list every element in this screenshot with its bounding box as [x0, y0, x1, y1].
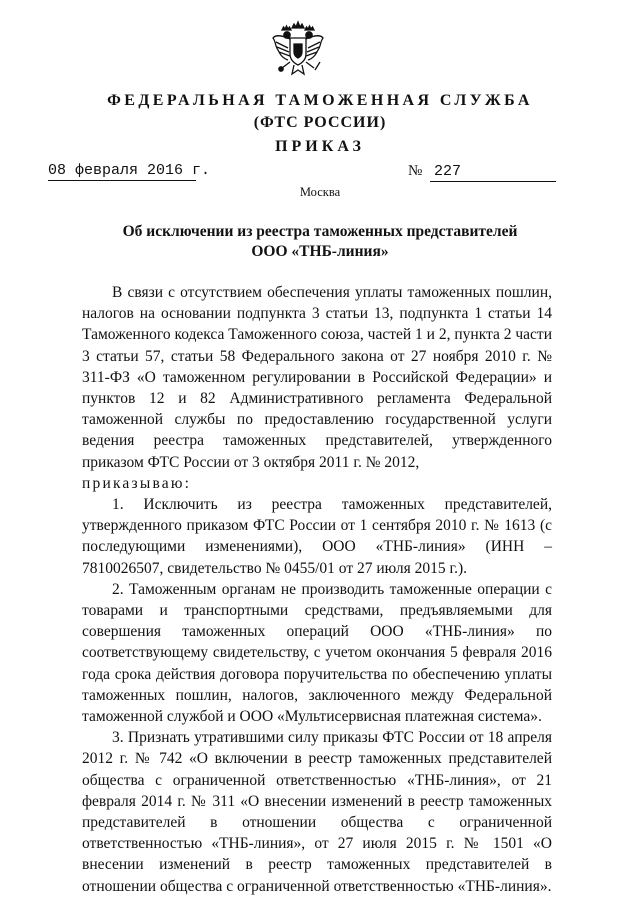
order-number-value: 227	[430, 163, 556, 182]
decree-word: приказываю:	[82, 474, 192, 492]
double-headed-eagle-emblem-icon	[270, 18, 326, 82]
city: Москва	[299, 185, 341, 199]
agency-name: ФЕДЕРАЛЬНАЯ ТАМОЖЕННАЯ СЛУЖБА	[107, 92, 533, 109]
order-date: 08 февраля 2016 г.	[48, 162, 211, 179]
number-sign: №	[408, 163, 423, 179]
document-body	[82, 282, 552, 897]
document-title	[0, 222, 640, 262]
item-3-paragraph: 3. Признать утратившими силу приказы ФТС России от 18 апреля 2012 г. № 742 «О включении в реестр таможенных представителей общества с ограниченной ответственностью «ТНБ-линия», от 21 февраля 2014 г. № 311 «О внесении изменений в реестр таможенных представителей в отношении общества с ограниченной ответственностью «ТНБ-линия», от 27 июля 2015 г. № 1501 «О внесении изменений в реестр таможенных представителей в отношении общества с ограниченной ответственностью «ТНБ-линия».	[82, 729, 552, 895]
order-number	[408, 162, 554, 182]
document-type: ПРИКАЗ	[275, 138, 365, 155]
preamble-paragraph: В связи с отсутствием обеспечения уплаты таможенных пошлин, налогов на основании подпункта 3 статьи 13, подпункта 1 статьи 14 Таможенного кодекса Таможенного союза, частей 1 и 2, пункта 2 части 3 статьи 57, статьи 58 Федерального закона от 27 ноября 2010 г. № 311-ФЗ «О таможенном регулировании в Российской Федерации» и пунктов 12 и 82 Административного регламента Федеральной таможенной службы по предоставлению государственной услуги ведения реестра таможенных представителей, утвержденного приказом ФТС России от 3 октября 2011 г. № 2012,	[82, 284, 552, 471]
item-1-paragraph: 1. Исключить из реестра таможенных представителей, утвержденного приказом ФТС России от 1 сентября 2010 г. № 1613 (с последующими изменениями), ООО «ТНБ-линия» (ИНН – 7810026507, свидетельство № 0455/01 от 27 июля 2015 г.).	[82, 496, 552, 577]
item-2-paragraph: 2. Таможенным органам не производить таможенные операции с товарами и транспортными средствами, предъявляемыми для совершения таможенных операций ООО «ТНБ-линия» по соответствующему свидетельству, с учетом окончания 5 февраля 2016 года срока действия договора поручительства по обеспечению уплаты таможенных пошлин, налогов, заключенного между Федеральной таможенной службой и ООО «Мультисервисная платежная система».	[82, 580, 552, 726]
agency-abbreviation: (ФТС РОССИИ)	[253, 114, 387, 131]
title-line-2: ООО «ТНБ-линия»	[251, 243, 389, 260]
title-line-1: Об исключении из реестра таможенных представителей	[122, 223, 518, 240]
